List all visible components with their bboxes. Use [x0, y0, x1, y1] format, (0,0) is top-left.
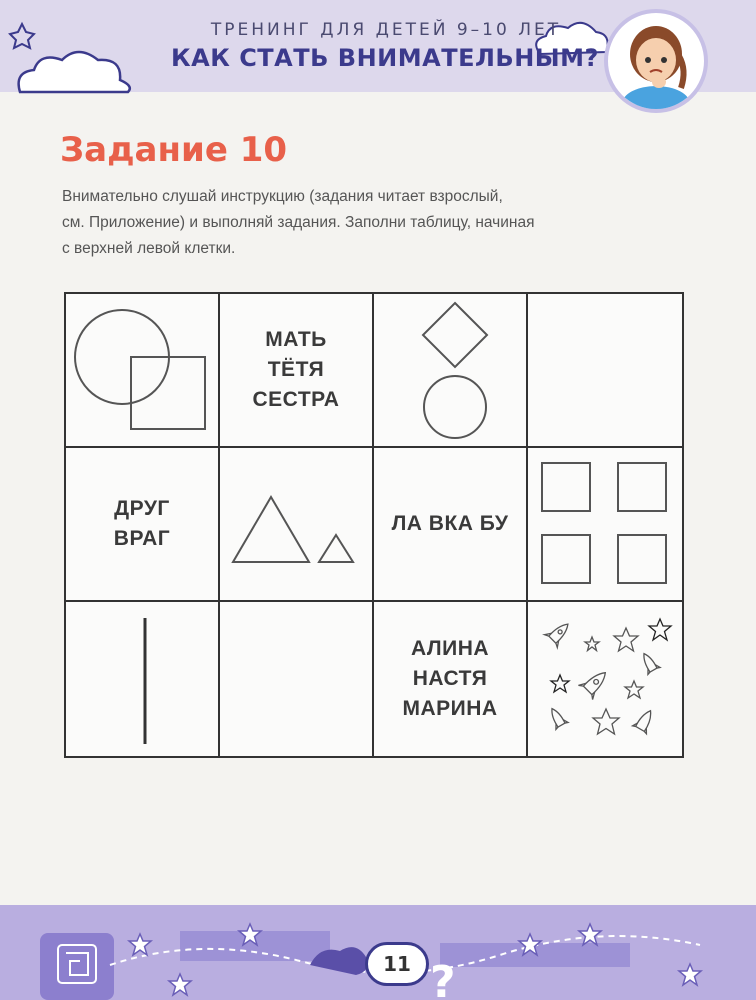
diamond-shape: [423, 303, 487, 367]
name-word: НАСТЯ: [412, 667, 488, 690]
small-triangle: [319, 535, 353, 562]
star-icon: [551, 675, 569, 692]
star-icon: [10, 24, 34, 48]
rocket-icon: [633, 707, 658, 734]
word-list: [114, 497, 170, 551]
header-subtitle: ТРЕНИНГ ДЛЯ ДЕТЕЙ 9–10 ЛЕТ: [210, 20, 562, 40]
rockets-stars-figure: [530, 604, 680, 754]
word: СЕСТРА: [252, 388, 340, 411]
star-icon: [169, 974, 191, 995]
rocket-icon: [546, 705, 568, 729]
instruction-line: с верхней левой клетки.: [62, 240, 236, 257]
grid-cell-r3c1: [66, 602, 220, 756]
star-icon: [614, 628, 638, 651]
large-triangle: [233, 497, 309, 562]
diamond-circle-figure: [375, 295, 525, 445]
avatar: [603, 8, 709, 114]
vertical-line-figure: [67, 604, 217, 754]
star-icon: [593, 709, 619, 734]
circle-square-figure: [67, 295, 217, 445]
grid-cell-r1c3: [374, 294, 528, 448]
task-instruction: [62, 184, 702, 262]
rocket-icon: [578, 666, 612, 700]
name-word: АЛИНА: [410, 637, 490, 660]
word: ТЁТЯ: [267, 358, 325, 381]
name-list: [402, 637, 497, 721]
cloud-icon: [19, 52, 130, 92]
header-title: КАК СТАТЬ ВНИМАТЕЛЬНЫМ?: [171, 44, 599, 72]
instruction-line: см. Приложение) и выполняй задания. Заполни таблицу, начиная: [62, 214, 535, 231]
grid-cell-r3c3: [374, 602, 528, 756]
page-number: 11: [365, 942, 429, 986]
rocket-icon: [638, 650, 660, 674]
grid-cell-r1c2: [220, 294, 374, 448]
four-squares-figure: [530, 449, 680, 599]
word-list: [253, 328, 340, 412]
word: ДРУГ: [114, 497, 170, 520]
star-icon: [649, 619, 671, 640]
syllables: ЛА ВКА БУ: [391, 512, 509, 535]
grid-cell-r2c2: [220, 448, 374, 602]
maze-tile: [40, 933, 114, 1000]
grid-cell-r2c4: [528, 448, 682, 602]
task-title: Задание 10: [60, 130, 288, 170]
star-icon: [579, 924, 601, 945]
grid-cell-r2c3: [374, 448, 528, 602]
star-icon: [679, 964, 701, 985]
grid-cell-r3c4: [528, 602, 682, 756]
grid-cell-r2c1: [66, 448, 220, 602]
word: ВРАГ: [113, 527, 171, 550]
name-word: МАРИНА: [402, 697, 498, 720]
rocket-icon: [545, 618, 575, 648]
grid-cell-r1c4-empty[interactable]: [528, 294, 682, 448]
instruction-line: Внимательно слушай инструкцию (задания читает взрослый,: [62, 188, 503, 205]
question-mark-icon: ?: [430, 957, 456, 1000]
triangles-figure: [221, 449, 371, 599]
star-icon: [585, 637, 599, 651]
circle-shape: [424, 376, 486, 438]
grid-cell-r1c1: [66, 294, 220, 448]
task-grid: [64, 292, 684, 758]
grid-cell-r3c2-empty[interactable]: [220, 602, 374, 756]
star-icon: [625, 681, 643, 698]
star-icon: [129, 934, 151, 955]
word: МАТЬ: [265, 328, 327, 351]
